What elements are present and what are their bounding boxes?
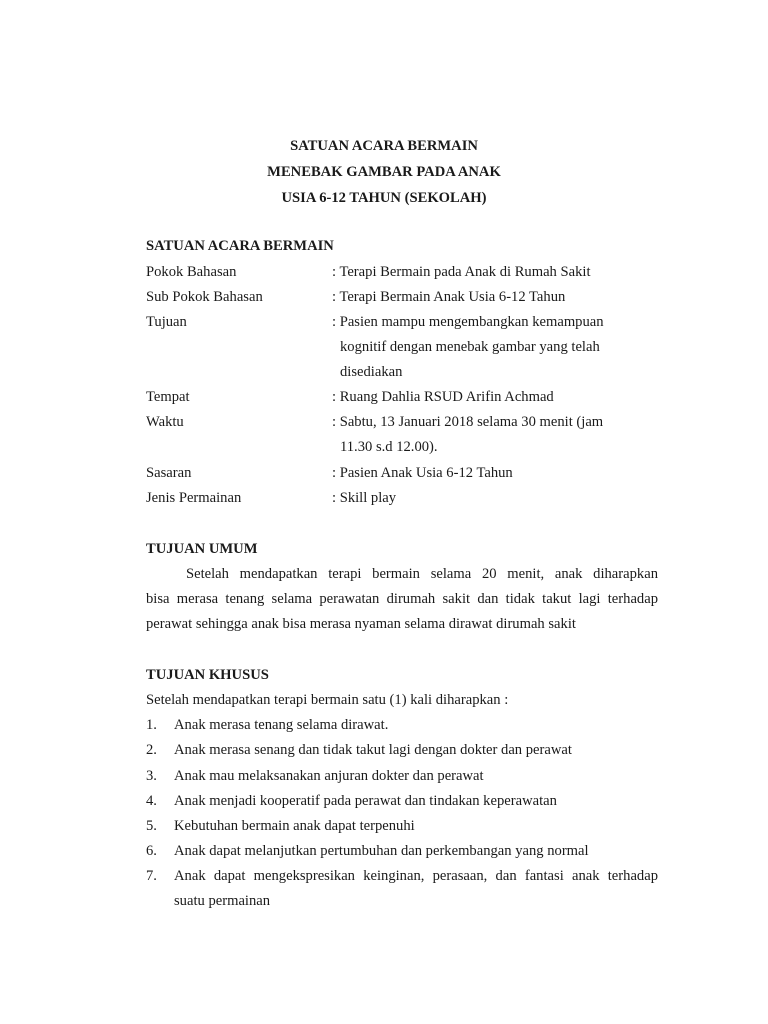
list-text: Anak dapat mengekspresikan keinginan, perasaan, dan fantasi anak terhadap xyxy=(174,868,658,884)
info-label: Pokok Bahasan xyxy=(146,264,237,280)
info-label: Sasaran xyxy=(146,465,192,481)
info-row-sub-pokok-bahasan xyxy=(146,288,666,306)
info-value: : Pasien Anak Usia 6-12 Tahun xyxy=(332,465,513,481)
list-text: Anak mau melaksanakan anjuran dokter dan perawat xyxy=(174,768,484,784)
info-row-waktu xyxy=(146,413,666,431)
list-intro: Setelah mendapatkan terapi bermain satu (1) kali diharapkan : xyxy=(146,692,509,708)
info-row-tempat xyxy=(146,388,666,406)
section-heading-tujuan-khusus: TUJUAN KHUSUS xyxy=(146,667,269,683)
list-number: 2. xyxy=(146,742,157,758)
info-value-continuation: 11.30 s.d 12.00). xyxy=(340,439,438,455)
info-label: Sub Pokok Bahasan xyxy=(146,289,263,305)
list-number: 5. xyxy=(146,818,157,834)
section-heading-satuan-acara-bermain: SATUAN ACARA BERMAIN xyxy=(146,238,334,254)
list-text: Anak dapat melanjutkan pertumbuhan dan perkembangan yang normal xyxy=(174,843,589,859)
document-title-line-1: SATUAN ACARA BERMAIN xyxy=(290,138,478,154)
list-text: Anak merasa senang dan tidak takut lagi dengan dokter dan perawat xyxy=(174,742,572,758)
info-label: Waktu xyxy=(146,414,184,430)
list-item xyxy=(146,741,658,759)
list-item xyxy=(146,842,658,860)
info-value: : Terapi Bermain Anak Usia 6-12 Tahun xyxy=(332,289,566,305)
info-value-continuation: kognitif dengan menebak gambar yang telah xyxy=(340,339,600,355)
list-number: 6. xyxy=(146,843,157,859)
paragraph-line: perawat sehingga anak bisa merasa nyaman selama dirawat dirumah sakit xyxy=(146,616,576,632)
list-text: Anak merasa tenang selama dirawat. xyxy=(174,717,389,733)
list-item xyxy=(146,716,658,734)
info-row-sasaran xyxy=(146,464,666,482)
info-value: : Sabtu, 13 Januari 2018 selama 30 menit (jam xyxy=(332,414,604,430)
list-item xyxy=(146,792,658,810)
list-text: Anak menjadi kooperatif pada perawat dan tindakan keperawatan xyxy=(174,793,557,809)
paragraph-line: Setelah mendapatkan terapi bermain selama 20 menit, anak diharapkan xyxy=(186,566,658,582)
list-number: 4. xyxy=(146,793,157,809)
section-heading-tujuan-umum: TUJUAN UMUM xyxy=(146,541,258,557)
info-row-pokok-bahasan xyxy=(146,263,666,281)
info-row-tujuan xyxy=(146,313,666,331)
list-item-continuation: suatu permainan xyxy=(174,893,271,909)
info-value: : Terapi Bermain pada Anak di Rumah Sakit xyxy=(332,264,591,280)
list-number: 1. xyxy=(146,717,157,733)
info-value: : Skill play xyxy=(332,490,397,506)
info-label: Jenis Permainan xyxy=(146,490,242,506)
info-value: : Ruang Dahlia RSUD Arifin Achmad xyxy=(332,389,554,405)
list-text: Kebutuhan bermain anak dapat terpenuhi xyxy=(174,818,415,834)
list-item xyxy=(146,767,658,785)
list-item xyxy=(146,817,658,835)
info-value-continuation: disediakan xyxy=(340,364,403,380)
document-title-line-3: USIA 6-12 TAHUN (SEKOLAH) xyxy=(281,190,487,206)
info-row-jenis-permainan xyxy=(146,489,666,507)
paragraph-line: bisa merasa tenang selama perawatan dirumah sakit dan tidak takut lagi terhadap xyxy=(146,591,658,607)
list-number: 3. xyxy=(146,768,157,784)
info-value: : Pasien mampu mengembangkan kemampuan xyxy=(332,314,604,330)
list-item xyxy=(146,867,658,885)
info-label: Tujuan xyxy=(146,314,187,330)
list-number: 7. xyxy=(146,868,157,884)
document-title-line-2: MENEBAK GAMBAR PADA ANAK xyxy=(267,164,501,180)
info-label: Tempat xyxy=(146,389,190,405)
